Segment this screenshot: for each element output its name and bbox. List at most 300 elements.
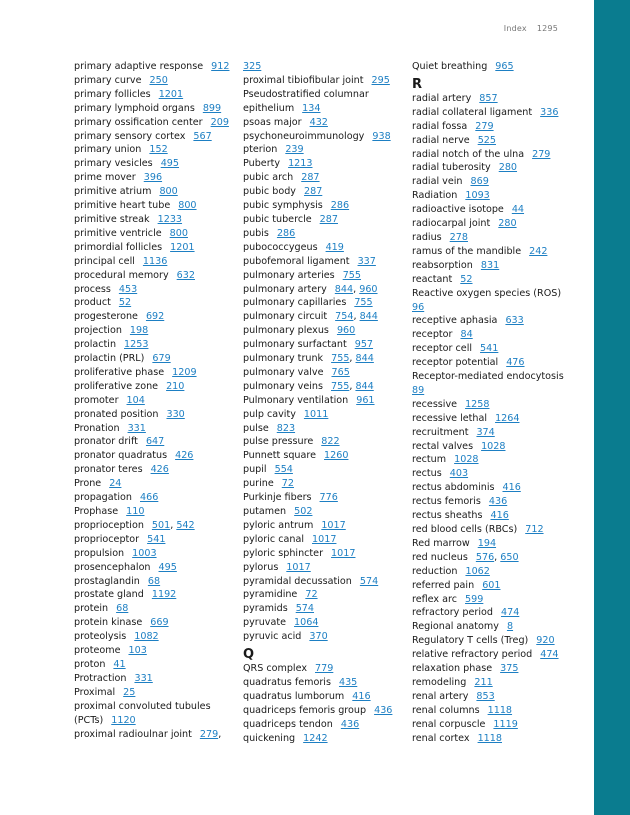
page-reference-link[interactable]: 84	[460, 329, 473, 341]
index-term: psoas major	[243, 116, 302, 128]
page-reference-link[interactable]: 567	[193, 130, 212, 142]
index-entry	[243, 491, 403, 505]
index-term: reactant	[412, 273, 453, 285]
index-term: rectus sheaths	[412, 510, 483, 522]
page-reference-link[interactable]: 679	[152, 353, 171, 365]
page-reference-link[interactable]: 1136	[142, 255, 168, 267]
page-reference-link[interactable]: 542	[176, 519, 195, 531]
index-term: Reactive oxygen species (ROS)	[412, 287, 562, 299]
page-reference-link[interactable]: 755	[342, 269, 361, 281]
index-term: receptive aphasia	[412, 315, 498, 327]
index-entry	[412, 398, 572, 412]
page-header	[440, 24, 558, 33]
index-entry	[74, 477, 234, 491]
index-term: red blood cells (RBCs)	[412, 524, 518, 535]
page-reference-link[interactable]: 239	[285, 144, 304, 156]
page-reference-link[interactable]: 844	[355, 380, 374, 392]
index-entry	[243, 588, 403, 602]
index-term: propagation	[74, 492, 133, 504]
page-reference-link[interactable]: 1201	[158, 88, 184, 100]
page-reference-link[interactable]: 1017	[321, 519, 346, 531]
page-reference-link[interactable]: 1028	[481, 440, 506, 452]
index-column-3	[412, 60, 572, 746]
index-entry	[412, 732, 572, 746]
index-entry	[412, 704, 572, 718]
header-section-title: Index	[503, 24, 527, 33]
index-term: pyloric canal	[243, 533, 305, 545]
index-entry	[243, 561, 403, 575]
page-reference-link[interactable]: 692	[145, 311, 165, 323]
index-term: refractory period	[412, 607, 493, 619]
page-reference-link[interactable]: 1233	[157, 213, 183, 225]
index-entry	[74, 700, 234, 728]
index-term: radial artery	[412, 92, 472, 104]
page-reference-link[interactable]: 502	[294, 506, 313, 517]
index-term: proximal tibiofibular joint	[243, 74, 364, 86]
index-entry	[74, 533, 234, 547]
page-reference-link[interactable]: 72	[281, 478, 294, 490]
index-entry	[412, 718, 572, 732]
index-entry	[412, 579, 572, 593]
page-reference-link[interactable]: 396	[143, 172, 163, 184]
page-reference-link[interactable]: 853	[476, 690, 495, 702]
chapter-color-bar	[594, 0, 630, 815]
page-reference-link[interactable]: 1118	[477, 732, 502, 744]
index-entry: pulmonary trunk 755, 844	[243, 353, 374, 365]
index-term: proprioceptor	[74, 533, 140, 545]
index-term: pyruvate	[243, 617, 287, 629]
index-entry	[243, 213, 403, 227]
index-entry	[243, 732, 403, 746]
page-reference-link[interactable]: 1082	[134, 631, 159, 643]
page-reference-link[interactable]: 370	[309, 631, 328, 643]
index-term: Protraction	[74, 672, 127, 684]
page-reference-link[interactable]: 960	[336, 325, 356, 337]
index-entry	[243, 704, 403, 718]
page-reference-link[interactable]: 209	[210, 116, 229, 128]
index-term: relative refractory period	[412, 649, 533, 661]
page-reference-link[interactable]: 755	[331, 353, 350, 365]
page-reference-link[interactable]: 453	[118, 283, 138, 295]
index-entry	[74, 143, 234, 157]
index-entry: red nucleus 576, 650	[412, 551, 519, 563]
page-reference-link[interactable]: 779	[315, 663, 334, 675]
index-entry	[74, 88, 234, 102]
index-term: Prone	[74, 478, 102, 490]
index-term: radial nerve	[412, 134, 470, 146]
index-entry	[74, 658, 234, 672]
index-term: proliferative zone	[74, 380, 159, 392]
index-term: proprioception	[74, 519, 144, 531]
index-entry: pulmonary veins 755, 844	[243, 380, 374, 392]
index-term: recessive lethal	[412, 412, 488, 424]
index-entry	[243, 227, 403, 241]
page-reference-link[interactable]: 374	[476, 426, 495, 438]
index-entry	[243, 408, 403, 422]
index-entry	[74, 588, 234, 602]
page-reference-link[interactable]: 104	[126, 394, 145, 406]
page-reference-link[interactable]: 501	[151, 519, 171, 531]
page-reference-link[interactable]: 286	[330, 200, 350, 212]
page-reference-link[interactable]: 416	[352, 690, 371, 702]
index-entry	[412, 342, 572, 356]
page-reference-link[interactable]: 426	[150, 464, 169, 476]
index-term: pylorus	[243, 561, 279, 573]
index-term: primitive atrium	[74, 186, 152, 198]
index-term: Regulatory T cells (Treg)	[412, 635, 529, 647]
page-reference-link[interactable]: 1093	[465, 190, 490, 202]
index-term: reabsorption	[412, 259, 473, 271]
index-term: pyloric antrum	[243, 519, 314, 531]
index-term: proteome	[74, 645, 121, 657]
index-term: primary lymphoid organs	[74, 102, 195, 114]
index-term: primary union	[74, 144, 142, 156]
index-term: Red marrow	[412, 537, 470, 549]
page-reference-link[interactable]: 436	[374, 704, 393, 716]
index-entry	[74, 394, 234, 408]
index-term: primary follicles	[74, 88, 151, 100]
index-entry	[74, 728, 234, 742]
index-term: radius	[412, 231, 442, 243]
index-term: principal cell	[74, 255, 135, 267]
index-entry	[74, 547, 234, 561]
page-reference-link[interactable]: 1201	[170, 241, 195, 253]
page-reference-link[interactable]: 800	[159, 186, 178, 198]
page-reference-link[interactable]: 1258	[465, 398, 490, 410]
index-term: protein	[74, 603, 109, 615]
page-reference-link[interactable]: 194	[477, 537, 497, 549]
page-reference-link[interactable]: 416	[490, 510, 509, 522]
index-entry	[74, 60, 234, 74]
page-reference-link[interactable]: 712	[525, 524, 544, 535]
index-entry	[74, 463, 234, 477]
page-reference-link[interactable]: 416	[502, 482, 521, 494]
page-reference-link[interactable]: 899	[202, 102, 222, 114]
page-reference-link[interactable]: 466	[140, 492, 159, 504]
index-entry	[412, 495, 572, 509]
page-reference-link[interactable]: 1242	[303, 732, 328, 744]
index-entry	[412, 314, 572, 328]
index-entry	[412, 509, 572, 523]
index-term: procedural memory	[74, 269, 169, 281]
index-term: primary sensory cortex	[74, 130, 186, 142]
page-reference-link[interactable]: 857	[479, 92, 498, 104]
page-reference-link[interactable]: 436	[488, 496, 508, 508]
index-entry	[74, 227, 234, 241]
index-entry	[412, 273, 572, 287]
index-term: radial vein	[412, 176, 463, 188]
page-reference-link[interactable]: 330	[166, 408, 185, 420]
index-entry	[243, 690, 403, 704]
index-term: remodeling	[412, 676, 467, 688]
page-reference-link[interactable]: 525	[477, 134, 496, 146]
page-reference-link[interactable]: 1119	[493, 718, 518, 730]
index-term: quadriceps tendon	[243, 718, 333, 730]
index-term: pubococcygeus	[243, 241, 318, 253]
page-reference-link[interactable]: 419	[325, 241, 344, 253]
index-column-1	[74, 60, 234, 741]
index-term: Pulmonary ventilation	[243, 394, 349, 406]
index-entry	[243, 662, 403, 676]
index-term: pubic arch	[243, 172, 294, 184]
page-reference-link[interactable]: 432	[309, 116, 328, 128]
index-entry	[74, 380, 234, 394]
page-reference-link[interactable]: 211	[474, 676, 493, 688]
page-reference-link[interactable]: 601	[482, 579, 501, 591]
page-reference-link[interactable]: 287	[303, 186, 323, 198]
page-reference-link[interactable]: 52	[118, 297, 132, 309]
index-entry	[412, 467, 572, 481]
page-reference-link[interactable]: 495	[160, 158, 179, 170]
index-entry	[243, 533, 403, 547]
page-reference-link[interactable]: 280	[498, 162, 518, 174]
page-reference-link[interactable]: 476	[506, 357, 525, 369]
page-reference-link[interactable]: 1264	[495, 412, 520, 424]
page-reference-link[interactable]: 96	[412, 301, 425, 313]
index-entry	[243, 130, 403, 144]
index-entry	[74, 575, 234, 589]
index-term: primary adaptive response	[74, 61, 204, 72]
page-reference-link[interactable]: 669	[150, 617, 169, 629]
index-term: projection	[74, 325, 122, 337]
page-reference-link[interactable]: 938	[372, 130, 391, 142]
page-reference-link[interactable]: 599	[465, 593, 484, 605]
index-term: primary ossification center	[74, 116, 203, 128]
page-reference-link[interactable]: 647	[145, 436, 165, 448]
page-reference-link[interactable]: 765	[331, 366, 350, 378]
page-reference-link[interactable]: 755	[354, 297, 373, 309]
page-reference-link[interactable]: 279	[532, 148, 551, 160]
page-reference-link[interactable]: 295	[371, 74, 390, 86]
page-reference-link[interactable]: 960	[359, 283, 378, 295]
index-entry	[74, 324, 234, 338]
page-reference-link[interactable]: 574	[295, 603, 315, 615]
index-entry: pulmonary circuit 754, 844	[243, 311, 378, 323]
page-reference-link[interactable]: 650	[500, 551, 519, 563]
index-term: Punnett square	[243, 450, 317, 462]
index-entry: pulmonary artery 844, 960	[243, 283, 378, 295]
index-entry	[74, 185, 234, 199]
page-reference-link[interactable]: 1260	[324, 450, 349, 462]
index-term: psychoneuroimmunology	[243, 130, 365, 142]
index-entry	[412, 287, 572, 315]
page-reference-link[interactable]: 8	[506, 621, 514, 633]
page-reference-link[interactable]: 1209	[172, 366, 197, 378]
page-reference-link[interactable]: 912	[211, 61, 230, 72]
index-entry	[243, 88, 403, 116]
page-reference-link[interactable]: 823	[276, 422, 296, 434]
page-reference-link[interactable]: 844	[334, 283, 354, 295]
page-reference-link[interactable]: 1017	[331, 547, 356, 559]
index-entry	[243, 74, 403, 88]
page-reference-link[interactable]: 1011	[303, 408, 329, 420]
page-reference-link[interactable]: 44	[511, 204, 525, 216]
page-reference-link[interactable]: 474	[540, 649, 559, 661]
index-term: recruitment	[412, 426, 469, 438]
index-entry	[412, 134, 572, 148]
index-term: radial notch of the ulna	[412, 148, 525, 160]
index-term: progesterone	[74, 311, 138, 323]
index-term: quadriceps femoris group	[243, 704, 367, 716]
page-reference-link[interactable]: 68	[147, 575, 161, 587]
page-reference-link[interactable]: 426	[175, 450, 194, 462]
page-reference-link[interactable]: 1062	[465, 565, 490, 577]
index-term: pyramidal decussation	[243, 575, 352, 587]
index-entry: proprioception 501, 542	[74, 519, 195, 531]
page-reference-link[interactable]: 1017	[286, 561, 311, 573]
index-entry	[243, 171, 403, 185]
index-term: purine	[243, 478, 274, 490]
page-reference-link[interactable]: 800	[169, 227, 188, 239]
page-reference-link[interactable]: 574	[359, 575, 379, 587]
index-entry	[412, 676, 572, 690]
page-reference-link[interactable]: 1003	[132, 547, 157, 559]
index-entry	[74, 422, 234, 436]
page-reference-link[interactable]: 110	[126, 506, 145, 517]
page-reference-link[interactable]: 632	[176, 269, 195, 281]
index-term: proximal radioulnar joint	[74, 728, 192, 740]
index-term: pulp cavity	[243, 408, 296, 420]
page-reference-link[interactable]: 210	[166, 380, 185, 392]
page-reference-link[interactable]: 961	[356, 394, 375, 406]
page-reference-link[interactable]: 24	[109, 478, 122, 490]
page-reference-link[interactable]: 25	[123, 686, 136, 698]
index-entry	[74, 130, 234, 144]
page-reference-link[interactable]: 920	[536, 635, 555, 647]
page-reference-link[interactable]: 495	[158, 561, 177, 573]
header-page-number: 1295	[536, 24, 558, 33]
index-term: pulse	[243, 422, 269, 434]
page-reference-link[interactable]: 822	[321, 436, 340, 448]
index-entry	[412, 356, 572, 370]
page-reference-link[interactable]: 134	[302, 102, 321, 114]
index-entry	[243, 116, 403, 130]
index-entry	[412, 537, 572, 551]
page-reference-link[interactable]: 336	[540, 106, 559, 118]
index-entry	[412, 523, 572, 537]
page-reference-link[interactable]: 776	[319, 492, 338, 504]
index-term: relaxation phase	[412, 663, 493, 675]
page-reference-link[interactable]: 1253	[124, 339, 149, 351]
index-term: recessive	[412, 398, 458, 410]
index-entry	[243, 60, 403, 74]
index-entry	[412, 662, 572, 676]
index-term: protein kinase	[74, 617, 143, 629]
page-reference-link[interactable]: 957	[354, 339, 374, 351]
page-reference-link[interactable]: 755	[331, 380, 350, 392]
index-entry	[243, 676, 403, 690]
page-reference-link[interactable]: 844	[355, 353, 374, 365]
index-entry	[412, 690, 572, 704]
page-reference-link[interactable]: 331	[134, 672, 153, 684]
page-reference-link[interactable]: 68	[116, 603, 129, 615]
index-letter-heading: Q	[243, 647, 255, 663]
index-entry	[74, 255, 234, 269]
index-entry	[74, 310, 234, 324]
page-reference-link[interactable]: 754	[335, 311, 354, 323]
index-entry	[74, 171, 234, 185]
page-reference-link[interactable]: 331	[127, 422, 146, 434]
index-entry	[412, 606, 572, 620]
page-reference-link[interactable]: 1118	[487, 704, 513, 716]
index-term: pubis	[243, 227, 269, 239]
page-reference-link[interactable]: 1028	[454, 454, 479, 466]
index-term: renal cortex	[412, 732, 470, 744]
page-reference-link[interactable]: 831	[480, 259, 500, 271]
page-reference-link[interactable]: 435	[338, 676, 358, 688]
page-reference-link[interactable]: 800	[178, 200, 197, 212]
index-term: prime mover	[74, 172, 136, 184]
index-entry	[74, 505, 234, 519]
index-term: Puberty	[243, 158, 281, 170]
page-reference-link[interactable]: 844	[359, 311, 378, 323]
page-reference-link[interactable]: 869	[470, 176, 489, 188]
index-entry	[243, 296, 403, 310]
index-term: pulmonary capillaries	[243, 297, 347, 309]
page-reference-link[interactable]: 375	[500, 663, 519, 675]
index-entry	[74, 644, 234, 658]
page-reference-link[interactable]: 250	[149, 74, 168, 86]
page-reference-link[interactable]: 1192	[151, 589, 177, 601]
page-reference-link[interactable]: 279	[475, 120, 494, 132]
page-reference-link[interactable]: 325	[243, 61, 262, 72]
index-term: pulmonary artery	[243, 283, 327, 295]
index-term: Pseudostratified columnar epithelium	[243, 88, 369, 114]
page-reference-link[interactable]: 152	[149, 144, 168, 156]
page-reference-link[interactable]: 278	[449, 231, 468, 243]
index-entry	[243, 505, 403, 519]
page-reference-link[interactable]: 965	[495, 61, 514, 72]
page-reference-link[interactable]: 436	[340, 718, 360, 730]
page-reference-link[interactable]: 576	[475, 551, 495, 563]
page-reference-link[interactable]: 337	[357, 255, 376, 267]
page-reference-link[interactable]: 541	[147, 533, 166, 545]
page-reference-link[interactable]: 541	[480, 343, 499, 355]
page-reference-link[interactable]: 280	[498, 218, 517, 230]
index-term: proteolysis	[74, 631, 127, 643]
page-reference-link[interactable]: 72	[305, 589, 318, 601]
page-reference-link[interactable]: 89	[412, 384, 425, 396]
page-reference-link[interactable]: 1017	[312, 533, 337, 545]
page-reference-link[interactable]: 474	[500, 607, 520, 619]
index-entry	[243, 630, 403, 644]
index-term: putamen	[243, 506, 287, 517]
index-entry	[74, 199, 234, 213]
index-entry	[74, 102, 234, 116]
page-reference-link[interactable]: 287	[319, 213, 338, 225]
page-reference-link[interactable]: 633	[505, 315, 524, 327]
index-entry	[412, 259, 572, 273]
index-entry	[412, 189, 572, 203]
index-entry	[74, 213, 234, 227]
page-reference-link[interactable]: 41	[113, 658, 126, 670]
index-entry	[74, 241, 234, 255]
page-reference-link[interactable]: 287	[301, 172, 320, 184]
page-reference-link[interactable]: 554	[274, 464, 293, 476]
page-reference-link[interactable]: 286	[276, 227, 296, 239]
page-reference-link[interactable]: 52	[460, 273, 473, 285]
page-reference-link[interactable]: 403	[449, 468, 469, 480]
page-reference-link[interactable]: 242	[529, 245, 548, 257]
page-reference-link[interactable]: 198	[129, 325, 149, 337]
index-term: pyramidine	[243, 589, 298, 601]
index-entry	[412, 426, 572, 440]
page-reference-link[interactable]: 279	[199, 728, 219, 740]
page-reference-link[interactable]: 1213	[288, 158, 313, 170]
page-reference-link[interactable]: 1120	[111, 714, 136, 726]
page-reference-link[interactable]: 1064	[294, 617, 319, 629]
page-reference-link[interactable]: 103	[128, 645, 147, 657]
